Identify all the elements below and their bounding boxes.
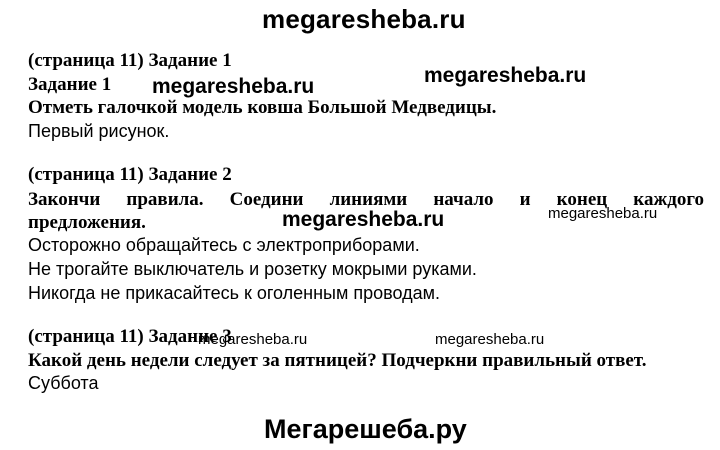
site-watermark-header: megaresheba.ru — [262, 4, 466, 34]
site-watermark-task3-b: megaresheba.ru — [435, 331, 545, 348]
site-watermark-footer: Мегарешеба.ру — [264, 414, 467, 444]
task2-question-word: начало — [433, 189, 494, 210]
task2-question-line2: предложения. — [28, 212, 146, 233]
task1-subheading: Задание 1 — [28, 74, 112, 95]
task3-heading: (страница 11) Задание 3 — [28, 326, 232, 347]
task2-question-word: линиями — [329, 189, 408, 210]
site-watermark-task2-a: megaresheba.ru — [282, 208, 445, 231]
site-watermark-task1-a: megaresheba.ru — [152, 75, 315, 98]
task3-answer: Суббота — [28, 373, 99, 393]
task3-question: Какой день недели следует за пятницей? Подчеркни правильный ответ. — [28, 350, 647, 371]
task2-question-word: каждого — [633, 189, 704, 210]
task2-question-word: конец — [556, 189, 608, 210]
task2-question-word: и — [519, 189, 531, 210]
task2-answer-line: Не трогайте выключатель и розетку мокрыми руками. — [28, 259, 477, 279]
task2-heading: (страница 11) Задание 2 — [28, 164, 232, 185]
task2-question-word: Соедини — [229, 189, 304, 210]
task2-question-word: правила. — [126, 189, 204, 210]
task2-question-word: Закончи — [28, 189, 101, 210]
site-watermark-task1-b: megaresheba.ru — [424, 64, 587, 87]
task2-answer-line: Никогда не прикасайтесь к оголенным проводам. — [28, 283, 440, 303]
task1-answer: Первый рисунок. — [28, 121, 170, 141]
task2-answer-line: Осторожно обращайтесь с электроприборами. — [28, 235, 420, 255]
site-watermark-task2-b: megaresheba.ru — [548, 205, 658, 222]
site-watermark-task3-a: megaresheba.ru — [198, 331, 308, 348]
task1-heading: (страница 11) Задание 1 — [28, 50, 232, 71]
task1-question: Отметь галочкой модель ковша Большой Медведицы. — [28, 97, 497, 118]
